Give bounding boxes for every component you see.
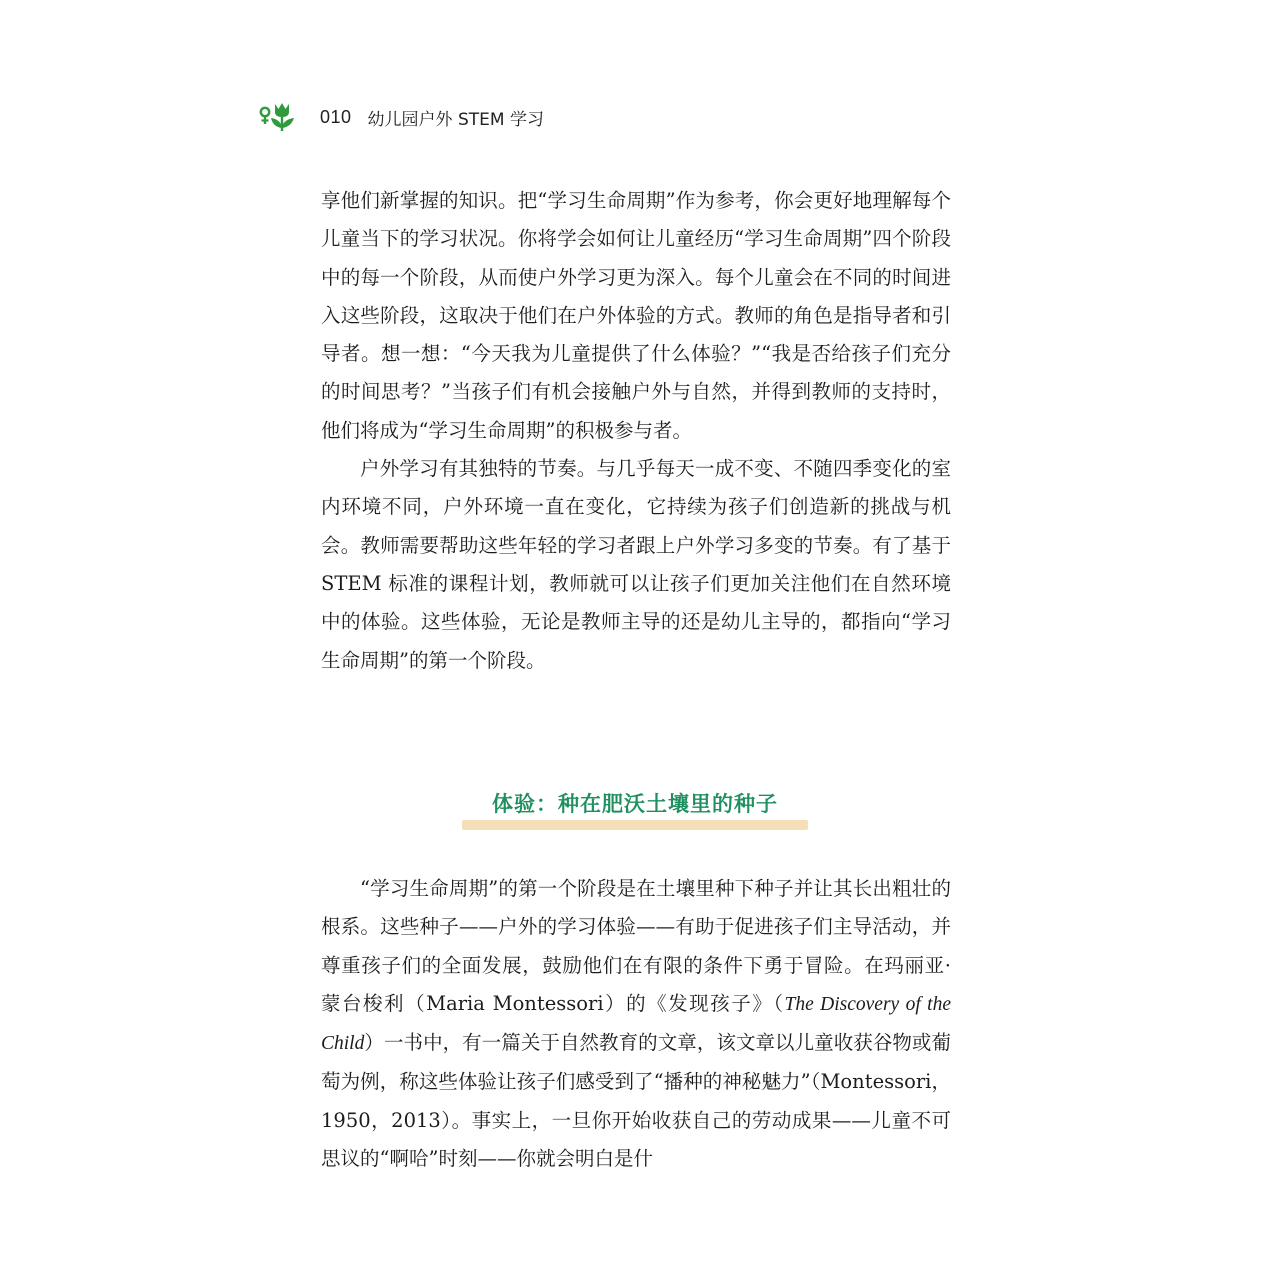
section-heading	[462, 786, 808, 832]
paragraph-experience-stage	[321, 870, 951, 1178]
body-text-bottom	[321, 870, 951, 1178]
paragraph-continuation: 享他们新掌握的知识。把“学习生命周期”作为参考，你会更好地理解每个儿童当下的学习状况。你将学会如何让儿童经历“学习生命周期”四个阶段中的每一个阶段，从而使户外学习更为深入。每个儿童会在不同的时间进入这些阶段，这取决于他们在户外体验的方式。教师的角色是指导者和引导者。想一想：“今天我为儿童提供了什么体验？”“我是否给孩子们充分的时间思考？”当孩子们有机会接触户外与自然，并得到教师的支持时，他们将成为“学习生命周期”的积极参与者。	[321, 189, 951, 442]
paragraph-text-part1: “学习生命周期”的第一个阶段是在土壤里种下种子并让其长出粗壮的根系。这些种子——户外的学习体验——有助于促进孩子们主导活动，并尊重孩子们的全面发展，鼓励他们在有限的条件下勇于冒险。在玛丽亚·蒙台梭利（Maria Montessori）的《发现孩子》（	[321, 877, 951, 1015]
page-number: 010	[320, 106, 352, 127]
book-title: 幼儿园户外 STEM 学习	[367, 109, 544, 130]
heading-highlight-bar	[462, 820, 808, 830]
body-text-top	[321, 182, 951, 680]
paragraph-text-part2: ）一书中，有一篇关于自然教育的文章，该文章以儿童收获谷物或葡萄为例，称这些体验让孩子们感受到了“播种的神秘魅力”（Montessori，1950，2013）。事实上，一旦你开始收获自己的劳动成果——儿童不可思议的“啊哈”时刻——你就会明白是什	[321, 1031, 951, 1171]
book-title-italic: The Discovery of the Child	[321, 993, 951, 1055]
green-flower-sprout-icon	[258, 100, 298, 134]
section-heading-text: 体验：种在肥沃土壤里的种子	[492, 792, 778, 816]
paragraph-outdoor-rhythm: 户外学习有其独特的节奏。与几乎每天一成不变、不随四季变化的室内环境不同，户外环境一直在变化，它持续为孩子们创造新的挑战与机会。教师需要帮助这些年轻的学习者跟上户外学习多变的节奏。有了基于 STEM 标准的课程计划，教师就可以让孩子们更加关注他们在自然环境中的体验。这些体验，无论是教师主导的还是幼儿主导的，都指向“学习生命周期”的第一个阶段。	[321, 457, 951, 672]
running-header	[258, 100, 544, 134]
